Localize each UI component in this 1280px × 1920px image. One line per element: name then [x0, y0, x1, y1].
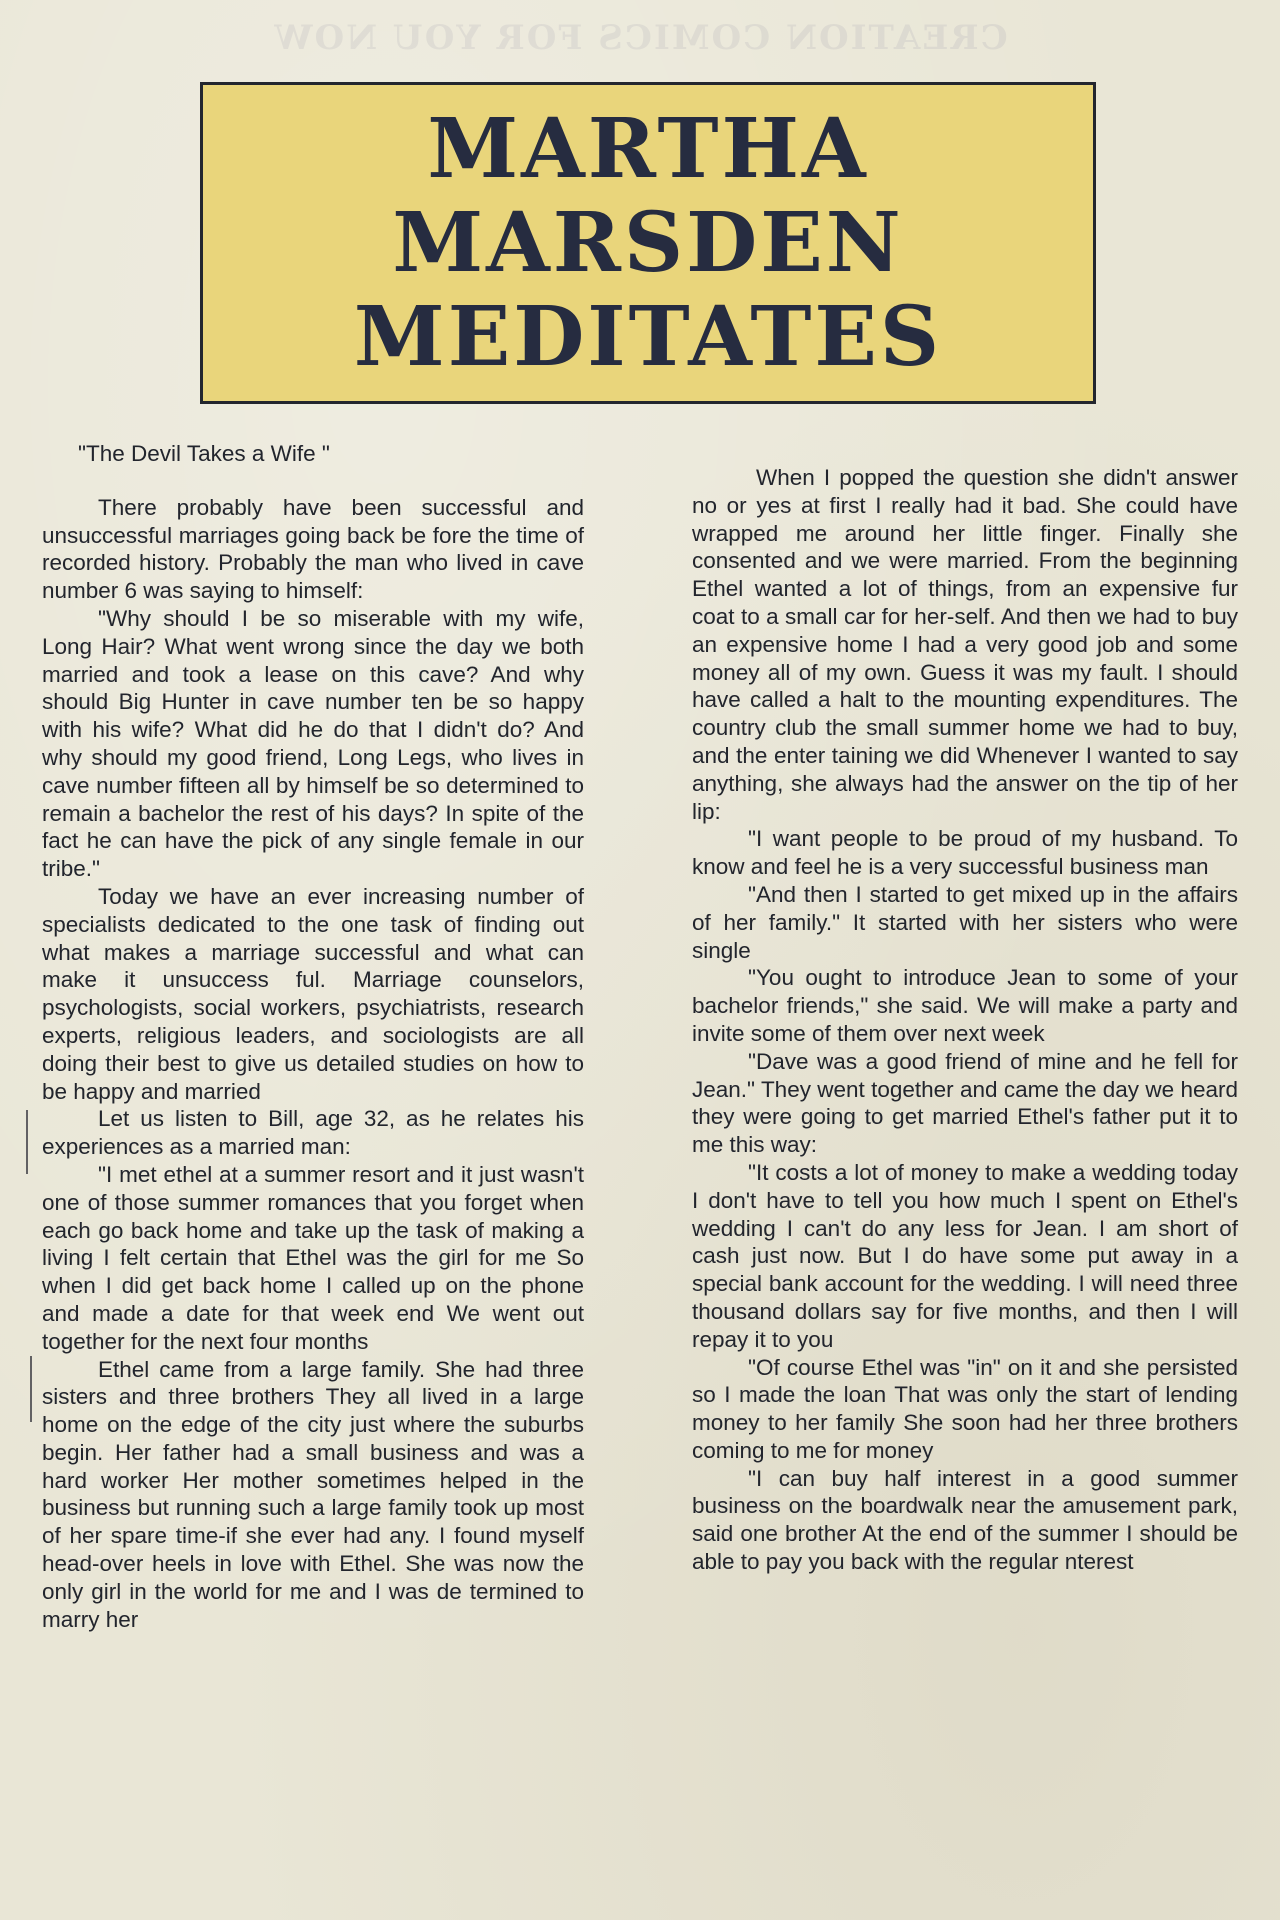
title-panel	[200, 82, 1096, 404]
paragraph: There probably have been successful and unsuccessful marriages going back be fore the time of recorded history. Probably the man who lived in cave number 6 was saying to himself:	[42, 494, 584, 604]
paragraph: "Why should I be so miserable with my wife, Long Hair? What went wrong since the day we both married and took a lease on this cave? And why should Big Hunter in cave number ten be so happy with his wife? What did he do that I didn't do? And why should my good friend, Long Legs, who lives in cave number fifteen all by himself be so determined to remain a bachelor the rest of his days? In spite of the fact he can have the pick of any single female in our tribe."	[42, 605, 584, 882]
left-column	[42, 440, 584, 1633]
right-column	[692, 464, 1238, 1576]
paragraph: Today we have an ever increasing number of specialists dedicated to the one task of finding out what makes a marriage successful and what can make it unsuccess ful. Marriage counselors, psychologists, social workers, psychiatrists, research experts, religious leaders, and sociologists are all doing their best to give us detailed studies on how to be happy and married	[42, 883, 584, 1104]
title-line-2: MARSDEN	[392, 195, 904, 291]
paragraph: Let us listen to Bill, age 32, as he relates his experiences as a married man:	[42, 1106, 584, 1160]
paragraph: "I met ethel at a summer resort and it just wasn't one of those summer romances that you forget when each go back home and take up the task of making a living I felt certain that Ethel was the girl for me So when I did get back home I called up on the phone and made a date for that week end We went out together for the next four months	[42, 1161, 584, 1354]
paragraph: "Dave was a good friend of mine and he fell for Jean." They went together and came the day we heard they were going to get married Ethel's father put it to me this way:	[692, 1048, 1238, 1158]
paragraph: "I want people to be proud of my husband. To know and feel he is a very successful business man	[692, 826, 1238, 880]
paragraph: "And then I started to get mixed up in the affairs of her family." It started with her sisters who were single	[692, 881, 1238, 963]
paragraph: "I can buy half interest in a good summer business on the boardwalk near the amusement park, said one brother At the end of the summer I should be able to pay you back with the regular nterest	[692, 1465, 1238, 1575]
story-title: "The Devil Takes a Wife "	[78, 441, 330, 466]
margin-mark	[30, 1356, 32, 1422]
paragraph: When I popped the question she didn't answer no or yes at first I really had it bad. She could have wrapped me around her little finger. Finally she consented and we were married. From the beginning Ethel wanted a lot of things, from an expensive fur coat to a small car for her-self. And then we had to buy an expensive home I had a very good job and some money all of my own. Guess it was my fault. I should have called a halt to the mounting expenditures. The country club the small summer home we had to buy, and the enter taining we did Whenever I wanted to say anything, she always had the answer on the tip of her lip:	[692, 465, 1238, 824]
title-line-1: MARTHA	[427, 101, 869, 197]
bleed-through-text: CREATION COMICS FOR YOU NOW	[272, 18, 1008, 58]
margin-mark	[26, 1110, 28, 1174]
paragraph: "It costs a lot of money to make a wedding today I don't have to tell you how much I spent on Ethel's wedding I can't do any less for Jean. I am short of cash just now. But I do have some put away in a special bank account for the wedding. I will need three thousand dollars say for five months, and then I will repay it to you	[692, 1159, 1238, 1352]
paragraph: "You ought to introduce Jean to some of your bachelor friends," she said. We will make a party and invite some of them over next week	[692, 965, 1238, 1046]
paragraph: "Of course Ethel was "in" on it and she persisted so I made the loan That was only the start of lending money to her family She soon had her three brothers coming to me for money	[692, 1354, 1238, 1463]
paragraph: Ethel came from a large family. She had three sisters and three brothers They all lived in a large home on the edge of the city just where the suburbs begin. Her father had a small business and was a hard worker Her mother sometimes helped in the business but running such a large family took up most of her spare time-if she ever had any. I found myself head-over heels in love with Ethel. She was now the only girl in the world for me and I was de termined to marry her	[42, 1356, 584, 1632]
title-line-3: MEDITATES	[353, 289, 943, 385]
